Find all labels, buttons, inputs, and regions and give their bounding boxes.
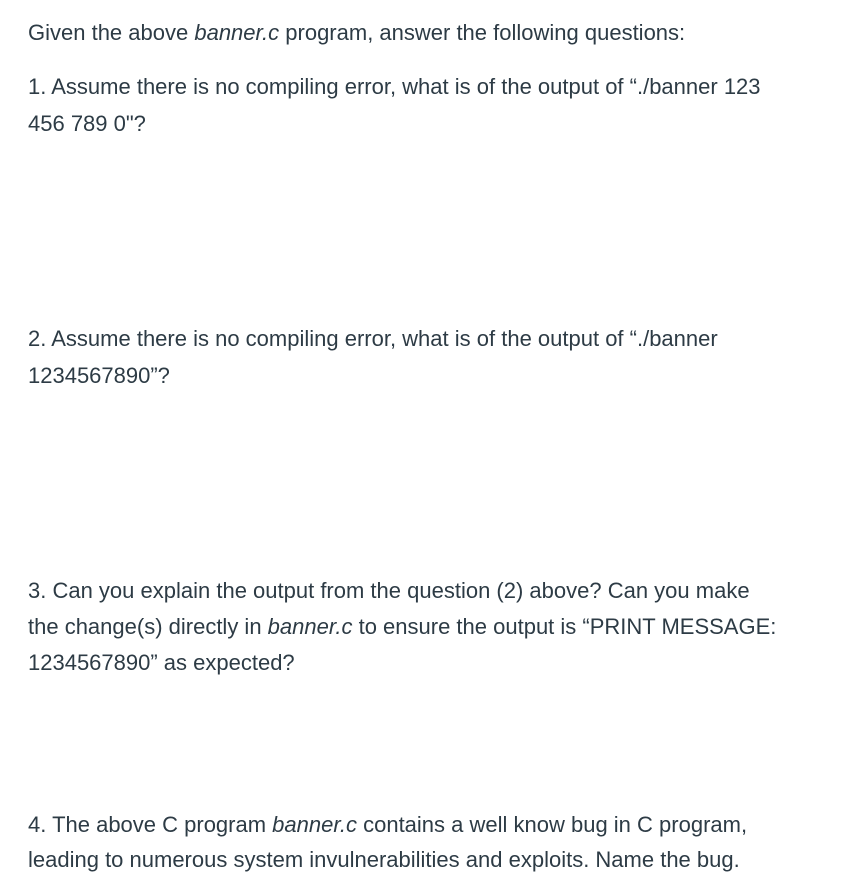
question-4-line-1 xyxy=(28,812,747,838)
intro-text-after: program, answer the following questions: xyxy=(279,20,686,45)
intro-filename: banner.c xyxy=(194,20,280,45)
question-3-text-before: the change(s) directly in xyxy=(28,614,268,639)
question-1-line-1: 1. Assume there is no compiling error, what is of the output of “./banner 123 xyxy=(28,74,761,99)
question-2-line-2: 1234567890”? xyxy=(28,363,170,388)
question-3-line-3: 1234567890” as expected? xyxy=(28,650,295,675)
question-3-text-after: to ensure the output is “PRINT MESSAGE: xyxy=(352,614,777,639)
intro-paragraph xyxy=(28,20,685,46)
question-3-line-1: 3. Can you explain the output from the question (2) above? Can you make xyxy=(28,578,750,603)
question-4-text-after: contains a well know bug in C program, xyxy=(356,812,748,837)
question-4-text-before: 4. The above C program xyxy=(28,812,273,837)
question-4-filename: banner.c xyxy=(272,812,357,837)
question-3-line-2 xyxy=(28,614,776,640)
question-3-filename: banner.c xyxy=(267,614,353,639)
question-4-line-2: leading to numerous system invulnerabilities and exploits. Name the bug. xyxy=(28,847,740,872)
intro-text-before: Given the above xyxy=(28,20,195,45)
question-2-line-1: 2. Assume there is no compiling error, what is of the output of “./banner xyxy=(28,326,718,351)
question-1-line-2: 456 789 0"? xyxy=(28,111,146,136)
